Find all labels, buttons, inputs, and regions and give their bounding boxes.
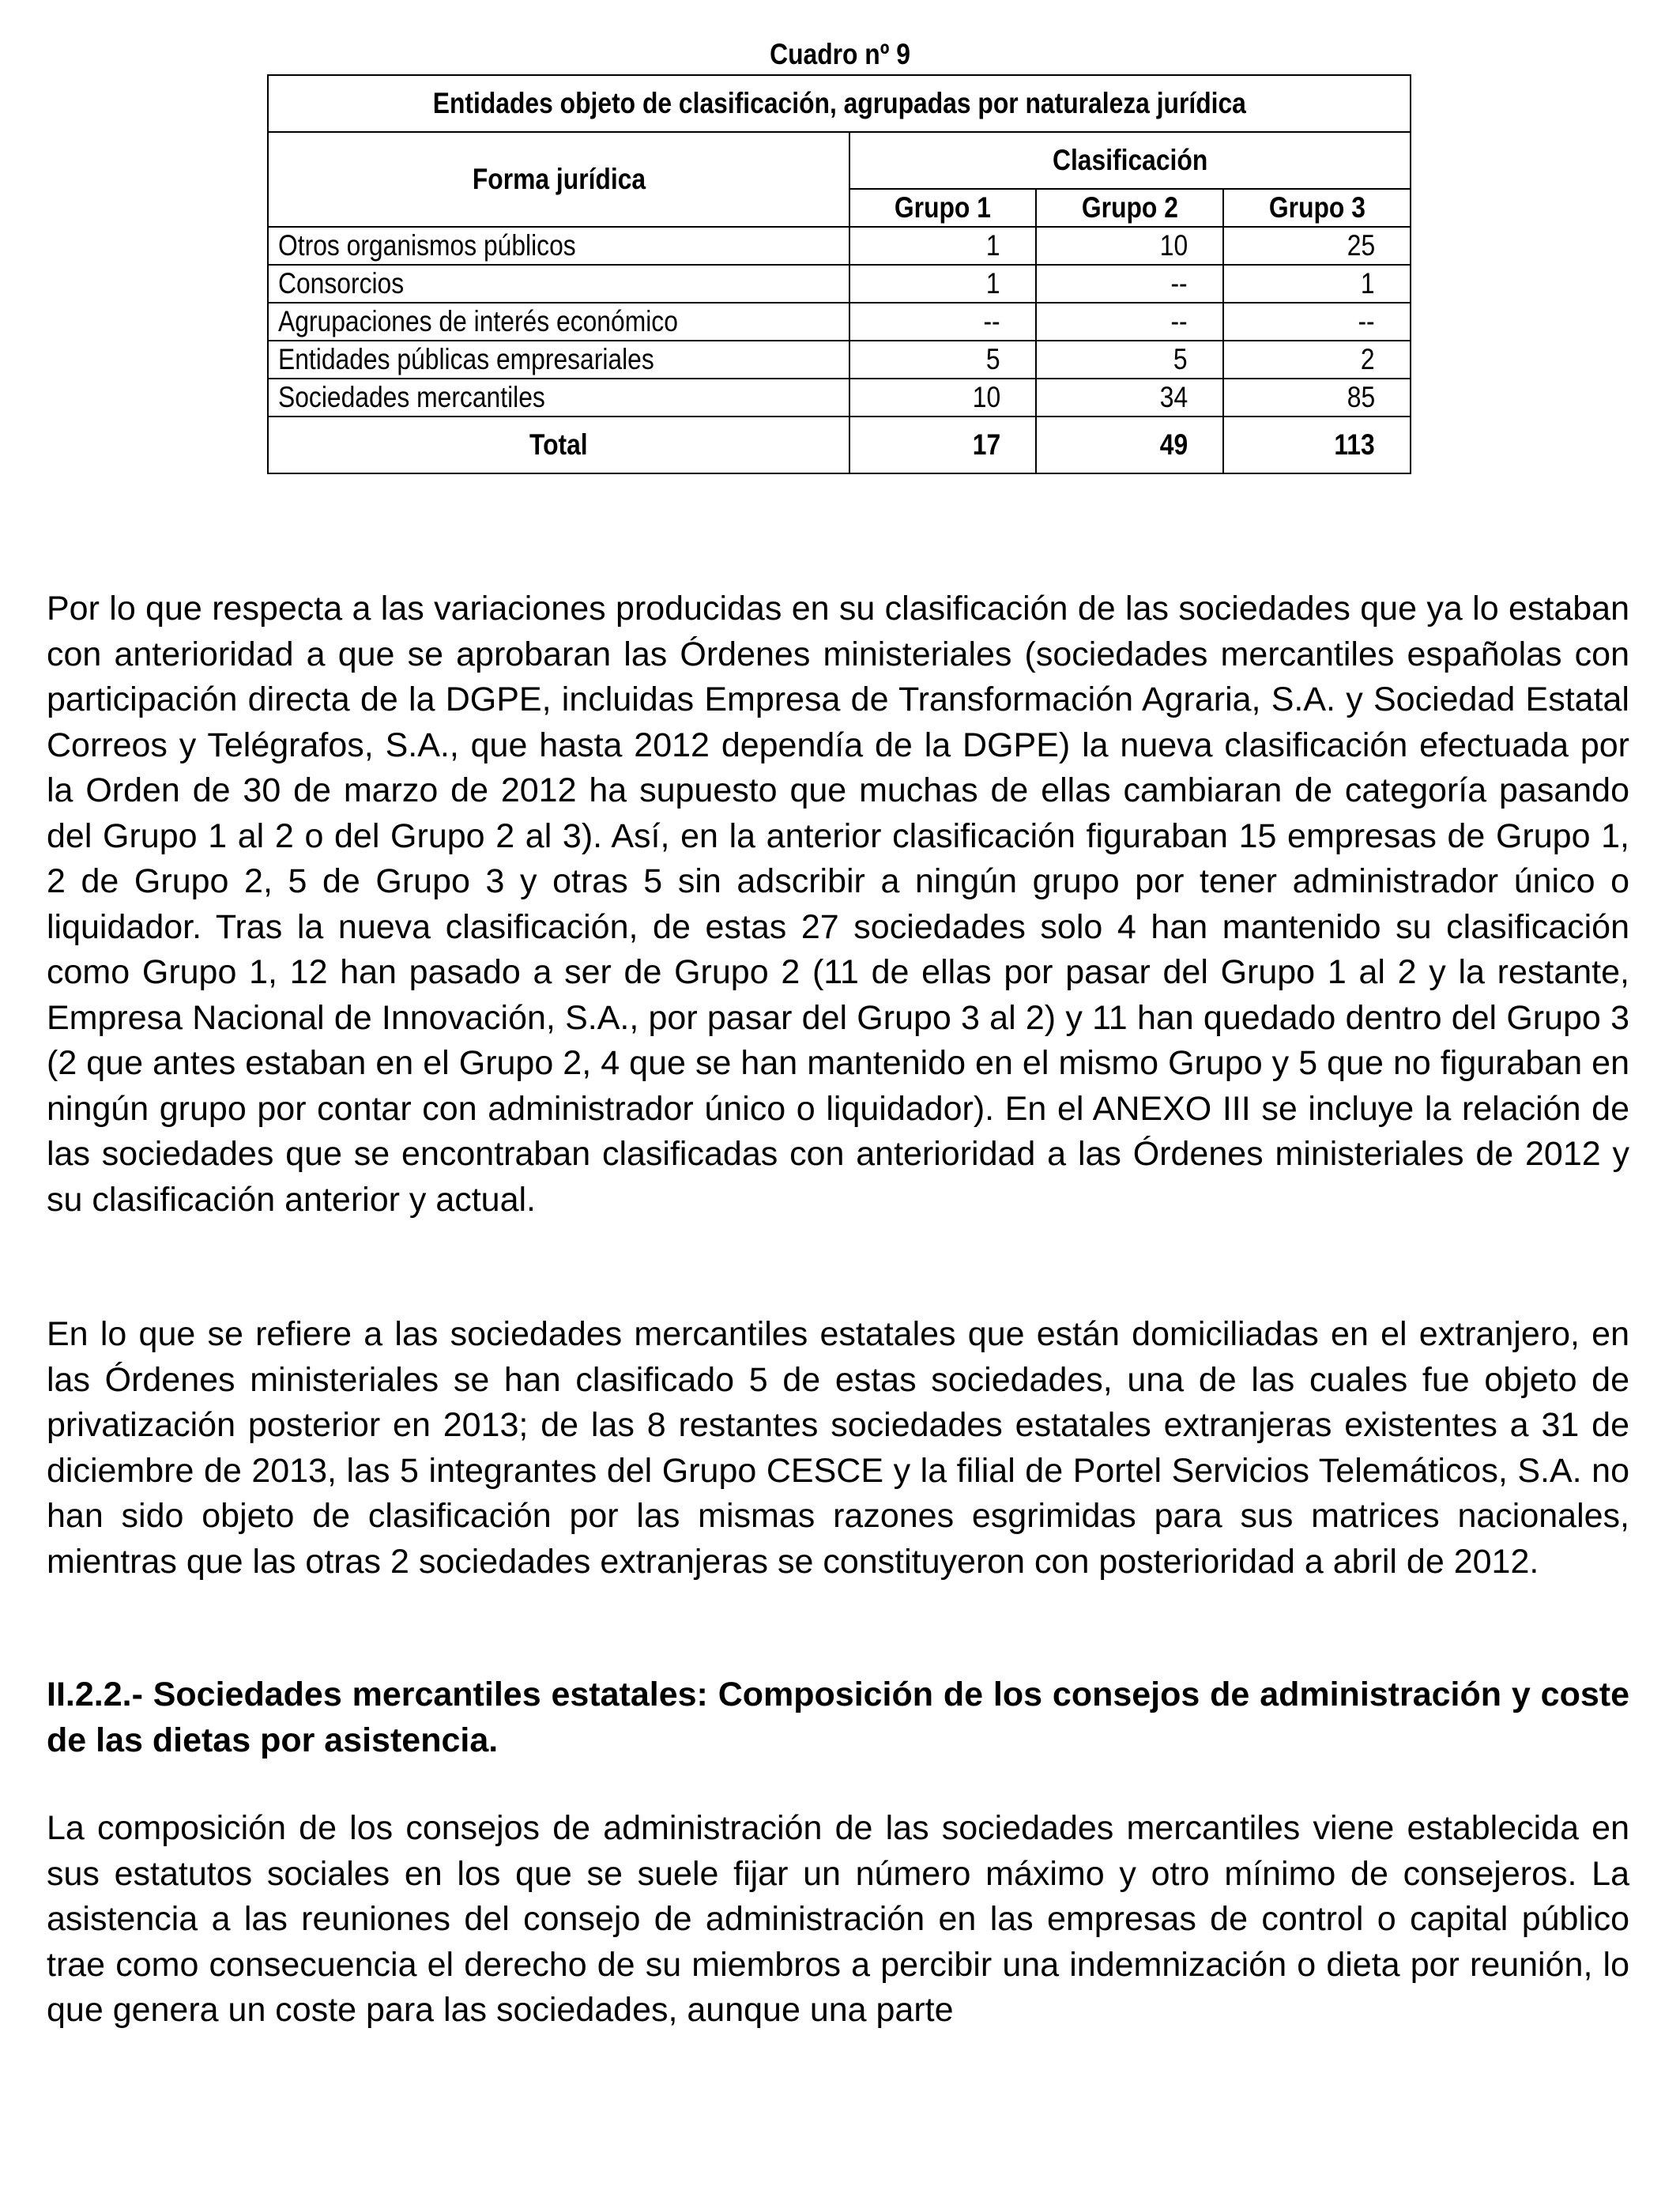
table-row <box>268 227 1411 265</box>
cell-grupo-2: 10 <box>1036 227 1223 265</box>
table-row <box>268 265 1411 303</box>
row-label: Entidades públicas empresariales <box>268 341 849 379</box>
cell-grupo-3: -- <box>1223 303 1411 341</box>
row-label: Agrupaciones de interés económico <box>268 303 849 341</box>
cell-grupo-1: 1 <box>849 265 1036 303</box>
table-row <box>268 303 1411 341</box>
total-grupo-3: 113 <box>1223 417 1411 473</box>
cell-grupo-3: 2 <box>1223 341 1411 379</box>
cell-grupo-1: 1 <box>849 227 1036 265</box>
total-grupo-2: 49 <box>1036 417 1223 473</box>
cell-grupo-3: 25 <box>1223 227 1411 265</box>
cell-grupo-3: 85 <box>1223 379 1411 417</box>
header-forma-juridica: Forma jurídica <box>268 132 849 227</box>
paragraph-variaciones: Por lo que respecta a las variaciones producidas en su clasificación de las sociedades que ya lo estaban con anterioridad a que se aprobaran las Órdenes ministeriales (sociedades mercantiles españolas con participación directa de la DGPE, incluidas Empresa de Transformación Agraria, S.A. y Sociedad Estatal Correos y Telégrafos, S.A., que hasta 2012 dependía de la DGPE) la nueva clasificación efectuada por la Orden de 30 de marzo de 2012 ha supuesto que muchas de ellas cambiaran de categoría pasando del Grupo 1 al 2 o del Grupo 2 al 3). Así, en la anterior clasificación figuraban 15 empresas de Grupo 1, 2 de Grupo 2, 5 de Grupo 3 y otras 5 sin adscribir a ningún grupo por tener administrador único o liquidador. Tras la nueva clasificación, de estas 27 sociedades solo 4 han mantenido su clasificación como Grupo 1, 12 han pasado a ser de Grupo 2 (11 de ellas por pasar del Grupo 1 al 2 y la restante, Empresa Nacional de Innovación, S.A., por pasar del Grupo 3 al 2) y 11 han quedado dentro del Grupo 3 (2 que antes estaban en el Grupo 2, 4 que se han mantenido en el mismo Grupo y 5 que no figuraban en ningún grupo por contar con administrador único o liquidador). En el ANEXO III se incluye la relación de las sociedades que se encontraban clasificadas con anterioridad a las Órdenes ministeriales de 2012 y su clasificación anterior y actual. <box>47 590 1629 1219</box>
total-grupo-1: 17 <box>849 417 1036 473</box>
cell-grupo-2: 5 <box>1036 341 1223 379</box>
paragraph-extranjero: En lo que se refiere a las sociedades mercantiles estatales que están domiciliadas en el extranjero, en las Órdenes ministeriales se han clasificado 5 de estas sociedades, una de las cuales fue objeto de privatización posterior en 2013; de las 8 restantes sociedades estatales extranjeras existentes a 31 de diciembre de 2013, las 5 integrantes del Grupo CESCE y la filial de Portel Servicios Telemáticos, S.A. no han sido objeto de clasificación por las mismas razones esgrimidas para sus matrices nacionales, mientras que las otras 2 sociedades extranjeras se constituyeron con posterioridad a abril de 2012. <box>47 1315 1629 1581</box>
header-clasificacion: Clasificación <box>849 132 1411 189</box>
total-row <box>268 417 1411 473</box>
table-row <box>268 341 1411 379</box>
header-row <box>268 132 1411 189</box>
row-label: Otros organismos públicos <box>268 227 849 265</box>
row-label: Sociedades mercantiles <box>268 379 849 417</box>
cell-grupo-1: 10 <box>849 379 1036 417</box>
cell-grupo-2: -- <box>1036 265 1223 303</box>
cell-grupo-1: -- <box>849 303 1036 341</box>
cell-grupo-1: 5 <box>849 341 1036 379</box>
header-grupo-2: Grupo 2 <box>1036 189 1223 227</box>
classification-table <box>267 74 1411 474</box>
header-grupo-3: Grupo 3 <box>1223 189 1411 227</box>
paragraph-composicion: La composición de los consejos de administración de las sociedades mercantiles viene establecida en sus estatutos sociales en los que se suele fijar un número máximo y otro mínimo de consejeros. La asistencia a las reuniones del consejo de administración en las empresas de control o capital público trae como consecuencia el derecho de su miembros a percibir una indemnización o dieta por reunión, lo que genera un coste para las sociedades, aunque una parte <box>47 1809 1629 2029</box>
table-caption: Cuadro nº 9 <box>770 38 910 70</box>
section-heading: II.2.2.- Sociedades mercantiles estatales: Composición de los consejos de administración y coste de las dietas por asistencia. <box>47 1676 1629 1759</box>
table-title: Entidades objeto de clasificación, agrupadas por naturaleza jurídica <box>268 75 1411 132</box>
cell-grupo-3: 1 <box>1223 265 1411 303</box>
header-grupo-1: Grupo 1 <box>849 189 1036 227</box>
total-label: Total <box>268 417 849 473</box>
cell-grupo-2: 34 <box>1036 379 1223 417</box>
row-label: Consorcios <box>268 265 849 303</box>
table-title-row <box>268 75 1411 132</box>
table-row <box>268 379 1411 417</box>
cell-grupo-2: -- <box>1036 303 1223 341</box>
